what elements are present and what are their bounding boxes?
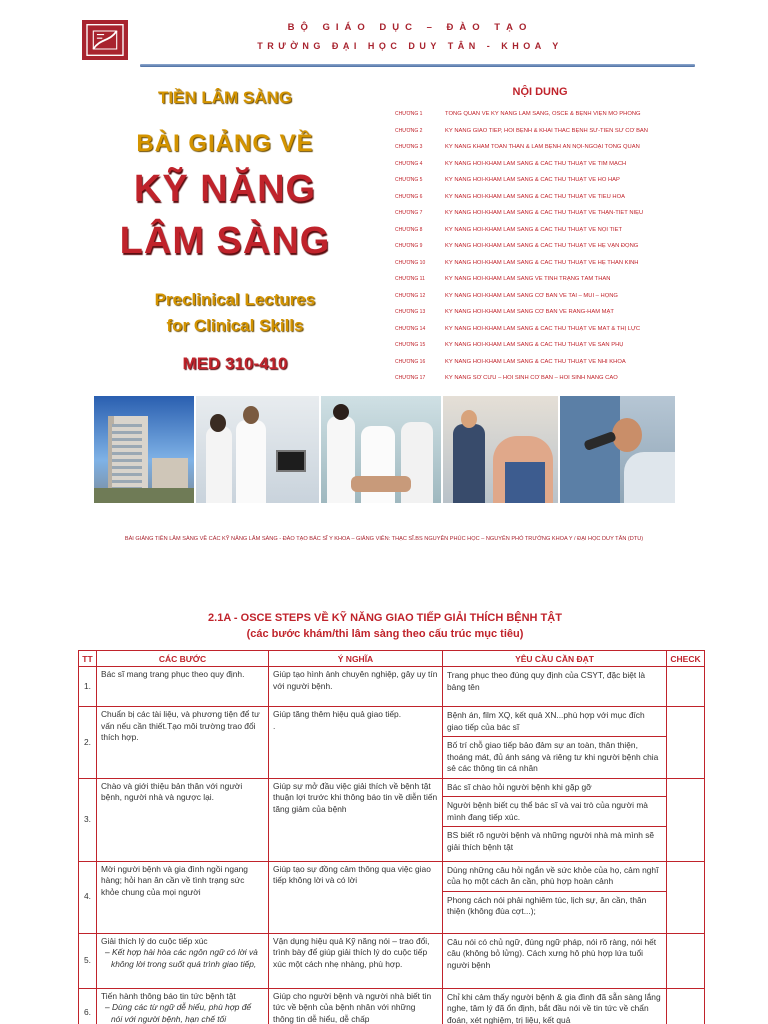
check-cell[interactable] <box>667 667 705 707</box>
contents-item <box>395 222 685 239</box>
chapter-label: CHƯƠNG 17 <box>395 375 426 382</box>
step-text <box>97 933 269 988</box>
check-cell[interactable] <box>667 861 705 933</box>
step-text: Chào và giới thiệu bản thân với người bệnh, người nhà và ngược lại. <box>97 778 269 861</box>
osce-steps-table <box>78 650 705 1024</box>
requirements-cell <box>443 861 667 933</box>
simulation-training-photo <box>321 396 441 503</box>
requirement-item: Phong cách nói phải nghiêm túc, lịch sự, ân cần, thân thiện (không đùa cợt...); <box>447 894 647 916</box>
contents-list <box>395 106 685 387</box>
chapter-title: KỸ NĂNG HỎI-KHÁM LÂM SÀNG & CÁC THỦ THUẬT VỀ TIÊU HÓA <box>445 193 625 200</box>
cover-english-line1: Preclinical Lectures <box>154 290 316 309</box>
meaning-text: Giúp cho người bệnh và người nhà biết tin tức về bệnh của bệnh nhân với những thông tin dễ hiểu, dễ chấp <box>269 988 443 1024</box>
contents-item <box>395 189 685 206</box>
cover-english-line2: for Clinical Skills <box>166 316 304 335</box>
step-text: Chuẩn bị các tài liệu, và phương tiện để tư vấn nếu cần thiết.Tạo môi trường trao đổi thích hợp. <box>97 707 269 779</box>
requirements-cell <box>443 933 667 988</box>
col-header-tt: TT <box>79 651 97 667</box>
chapter-title: KỸ NĂNG HỎI-KHÁM LÂM SÀNG & CÁC THỦ THUẬT VỀ HỆ VẬN ĐỘNG <box>445 243 639 250</box>
chapter-label: CHƯƠNG 14 <box>395 325 426 332</box>
meaning-line: Giúp tăng thêm hiệu quả giao tiếp. . <box>273 709 402 731</box>
table-row <box>79 933 705 988</box>
meaning-text: Giúp sự mở đầu việc giải thích về bệnh tật thuận lợi trước khi thông báo tin về diễn tiến tăng giảm của bệnh <box>269 778 443 861</box>
step-number: 6. <box>79 988 97 1024</box>
requirement-item: Trang phục theo đúng quy định của CSYT, đặc biệt là bảng tên <box>447 670 646 692</box>
chapter-label: CHƯƠNG 16 <box>395 358 426 365</box>
check-cell[interactable] <box>667 707 705 779</box>
university-heading: TRƯỜNG ĐẠI HỌC DUY TÂN - KHOA Y <box>257 41 563 51</box>
chapter-label: CHƯƠNG 7 <box>395 210 423 217</box>
step-line: Tiến hành thông báo tin tức bệnh tật <box>101 990 236 1001</box>
chapter-label: CHƯƠNG 2 <box>395 127 423 134</box>
contents-item <box>395 370 685 387</box>
step-number: 1. <box>79 667 97 707</box>
requirements-cell <box>443 667 667 707</box>
section-title: 2.1A - OSCE STEPS VỀ KỸ NĂNG GIAO TIẾP GIẢI THÍCH BỆNH TẬT <box>208 612 562 624</box>
meaning-text: Giúp tạo sự đồng cảm thông qua việc giao tiếp không lời và có lời <box>269 861 443 933</box>
chapter-title: KỸ NĂNG HỎI-KHÁM LÂM SÀNG & CÁC THỦ THUẬT VỀ MẮT & THỊ LỰC <box>445 325 641 332</box>
col-header-requirements: YÊU CẦU CẦN ĐẠT <box>443 651 667 667</box>
step-text: Mời người bệnh và gia đình ngồi ngang hàng; hỏi han ân cần về tình trạng sức khỏe chung của mọi người <box>97 861 269 933</box>
chapter-label: CHƯƠNG 6 <box>395 193 423 200</box>
step-number: 4. <box>79 861 97 933</box>
chapter-label: CHƯƠNG 5 <box>395 177 423 184</box>
step-bullet-text: Dùng các từ ngữ dễ hiểu, phù hợp để nói với người bệnh, hạn chế tối <box>111 1002 252 1024</box>
table-row <box>79 861 705 933</box>
step-text: Bác sĩ mang trang phục theo quy định. <box>97 667 269 707</box>
table-row <box>79 667 705 707</box>
col-header-check: CHECK <box>667 651 705 667</box>
chapter-title: KỸ NĂNG HỎI-KHÁM LÂM SÀNG CƠ BẢN VỀ TAI – MŨI – HỌNG <box>445 292 618 299</box>
chapter-title: TỔNG QUAN VỀ KỸ NĂNG LÂM SÀNG, OSCE & BỆNH VIỆN MÔ PHỎNG <box>445 111 641 118</box>
requirement-item: BS biết rõ người bệnh và những người nhà mà mình sẽ giải thích bệnh tật <box>447 830 655 852</box>
contents-title: NỘI DUNG <box>512 86 568 98</box>
course-code: MED 310-410 <box>182 354 288 373</box>
contents-item <box>395 271 685 288</box>
meaning-text: Giúp tạo hình ảnh chuyên nghiệp, gây uy tín với người bệnh. <box>269 667 443 707</box>
requirements-cell <box>443 778 667 861</box>
table-row <box>79 988 705 1024</box>
contents-item <box>395 123 685 140</box>
chapter-label: CHƯƠNG 4 <box>395 160 423 167</box>
chapter-label: CHƯƠNG 1 <box>395 111 423 118</box>
requirement-item: Câu nói có chủ ngữ, đúng ngữ pháp, nói rõ ràng, nói hết câu (không bỏ lửng). Cách xưng hô phù hợp lứa tuổi người bệnh <box>447 936 657 970</box>
step-number: 3. <box>79 778 97 861</box>
chapter-title: KỸ NĂNG HỎI-KHÁM LÂM SÀNG & CÁC THỦ THUẬT VỀ SẢN PHỤ <box>445 342 624 349</box>
contents-item <box>395 139 685 156</box>
cover-subject: TIỀN LÂM SÀNG <box>157 88 293 107</box>
contents-item <box>395 337 685 354</box>
col-header-meaning: Ý NGHĨA <box>269 651 443 667</box>
chapter-label: CHƯƠNG 3 <box>395 144 423 151</box>
chapter-label: CHƯƠNG 9 <box>395 243 423 250</box>
contents-item <box>395 354 685 371</box>
ministry-heading: BỘ GIÁO DỤC – ĐÀO TẠO <box>287 22 533 33</box>
contents-item <box>395 106 685 123</box>
cover-title-line3: LÂM SÀNG <box>119 220 331 262</box>
chapter-title: KỸ NĂNG HỎI-KHÁM LÂM SÀNG & CÁC THỦ THUẬT VỀ THẬN-TIẾT NIỆU <box>445 210 644 217</box>
university-logo <box>82 20 128 60</box>
requirement-item: Người bệnh biết cụ thể bác sĩ và vai trò của người mà mình đang tiếp xúc. <box>443 797 666 827</box>
check-cell[interactable] <box>667 778 705 861</box>
contents-item <box>395 205 685 222</box>
chapter-title: KỸ NĂNG SƠ CỨU – HỒI SINH CƠ BẢN – HỒI SINH NÂNG CAO <box>445 375 618 382</box>
contents-item <box>395 321 685 338</box>
table-header-row <box>79 651 705 667</box>
manikin-exam-photo <box>443 396 559 503</box>
check-cell[interactable] <box>667 988 705 1024</box>
chapter-title: KỸ NĂNG HỎI-KHÁM LÂM SÀNG VỀ TÌNH TRẠNG TÂM THẦN <box>445 276 611 283</box>
chapter-title: KỸ NĂNG HỎI-KHÁM LÂM SÀNG & CÁC THỦ THUẬT VỀ NỘI TIẾT <box>445 226 623 233</box>
meaning-text: Vận dụng hiệu quả Kỹ năng nói – trao đổi, trình bày để giúp giải thích lý do cuộc tiếp xúc một cách nhẹ nhàng, phù hợp. <box>269 933 443 988</box>
chapter-title: KỸ NĂNG HỎI-KHÁM LÂM SÀNG & CÁC THỦ THUẬT VỀ HỆ THẦN KINH <box>445 259 639 266</box>
logo-emblem-icon <box>84 22 126 58</box>
step-number: 5. <box>79 933 97 988</box>
contents-item <box>395 238 685 255</box>
step-number: 2. <box>79 707 97 779</box>
doctors-examination-photo <box>196 396 320 503</box>
check-cell[interactable] <box>667 933 705 988</box>
chapter-label: CHƯƠNG 11 <box>395 276 425 283</box>
requirements-cell <box>443 707 667 779</box>
chapter-title: KỸ NĂNG HỎI-KHÁM LÂM SÀNG & CÁC THỦ THUẬT VỀ HÔ HẤP <box>445 177 620 184</box>
requirement-item: Chỉ khi cảm thấy người bệnh & gia đình đã sẵn sàng lắng nghe, tâm lý đã ổn định, bắt đầu nói về tin tức về chẩn đoán, xét nghiệm, trị liệu, kết quả <box>447 991 661 1024</box>
step-text <box>97 988 269 1024</box>
chapter-label: CHƯƠNG 15 <box>395 342 426 349</box>
contents-item <box>395 255 685 272</box>
requirement-item: Dùng những câu hỏi ngắn về sức khỏe của họ, cảm nghĩ của họ một cách ân cần, phù hợp hoàn cảnh <box>443 862 666 892</box>
chapter-label: CHƯƠNG 8 <box>395 226 423 233</box>
requirements-cell <box>443 988 667 1024</box>
eye-exam-photo <box>560 396 675 503</box>
chapter-title: KỸ NĂNG HỎI-KHÁM LÂM SÀNG CƠ BẢN VỀ RĂNG-HÀM MẶT <box>445 309 614 316</box>
chapter-label: CHƯƠNG 10 <box>395 259 426 266</box>
step-bullet: – Dùng các từ ngữ dễ hiểu, phù hợp để nói với người bệnh, hạn chế tối <box>105 1002 252 1024</box>
cover-title-line1: BÀI GIẢNG VỀ <box>136 130 314 157</box>
chapter-title: KỸ NĂNG GIAO TIẾP, HỎI BỆNH & KHAI THÁC BỆNH SỬ-TIỀN SỬ CƠ BẢN <box>445 127 648 134</box>
contents-item <box>395 172 685 189</box>
step-bullet: – Kết hợp hài hòa các ngôn ngữ có lời và không lời trong suốt quá trình giao tiếp, <box>105 947 258 969</box>
requirement-item: Bố trí chỗ giao tiếp bảo đảm sự an toàn, thân thiện, thoáng mát, đủ ánh sáng và riêng tư khi người bệnh chia sẻ các thông tin cá nhân <box>447 740 659 773</box>
table-row <box>79 778 705 861</box>
step-line: Giải thích lý do cuộc tiếp xúc <box>101 935 208 946</box>
chapter-title: KỸ NĂNG HỎI-KHÁM LÂM SÀNG & CÁC THỦ THUẬT VỀ NHI KHOA <box>445 358 626 365</box>
hospital-building-photo <box>94 396 194 503</box>
chapter-label: CHƯƠNG 12 <box>395 292 426 299</box>
requirement-item: Bác sĩ chào hỏi người bệnh khi gặp gỡ <box>443 779 666 798</box>
step-bullet-text: Kết hợp hài hòa các ngôn ngữ có lời và không lời trong suốt quá trình giao tiếp, <box>111 947 258 969</box>
page-footer: BÀI GIẢNG TIỀN LÂM SÀNG VỀ CÁC KỸ NĂNG LÂM SÀNG - ĐÀO TẠO BÁC SĨ Y KHOA – GIẢNG VIÊN: THẠC SĨ.BS NGUYỄN PHÚC HỌC – NGUYÊN PHÓ TRƯỞNG KHOA Y / ĐẠI HỌC DUY TÂN (DTU) <box>124 536 644 542</box>
chapter-label: CHƯƠNG 13 <box>395 309 426 316</box>
photo-strip <box>94 396 675 503</box>
chapter-title: KỸ NĂNG HỎI-KHÁM LÂM SÀNG & CÁC THỦ THUẬT VỀ TIM MẠCH <box>445 160 627 167</box>
contents-item <box>395 156 685 173</box>
contents-item <box>395 304 685 321</box>
contents-item <box>395 288 685 305</box>
meaning-text <box>269 707 443 779</box>
chapter-title: KỸ NĂNG KHÁM TOÀN THÂN & LÀM BỆNH ÁN NỘI-NGOẠI TỔNG QUAN <box>445 144 640 151</box>
requirement-item: Bệnh án, film XQ, kết quả XN...phù hợp với mục đích giao tiếp của bác sĩ <box>443 707 666 737</box>
cover-title-line2: KỸ NĂNG <box>133 168 317 210</box>
header-divider <box>140 64 695 67</box>
section-subtitle: (các bước khám/thi lâm sàng theo cấu trúc mục tiêu) <box>246 628 524 640</box>
table-row <box>79 707 705 779</box>
col-header-steps: CÁC BƯỚC <box>97 651 269 667</box>
